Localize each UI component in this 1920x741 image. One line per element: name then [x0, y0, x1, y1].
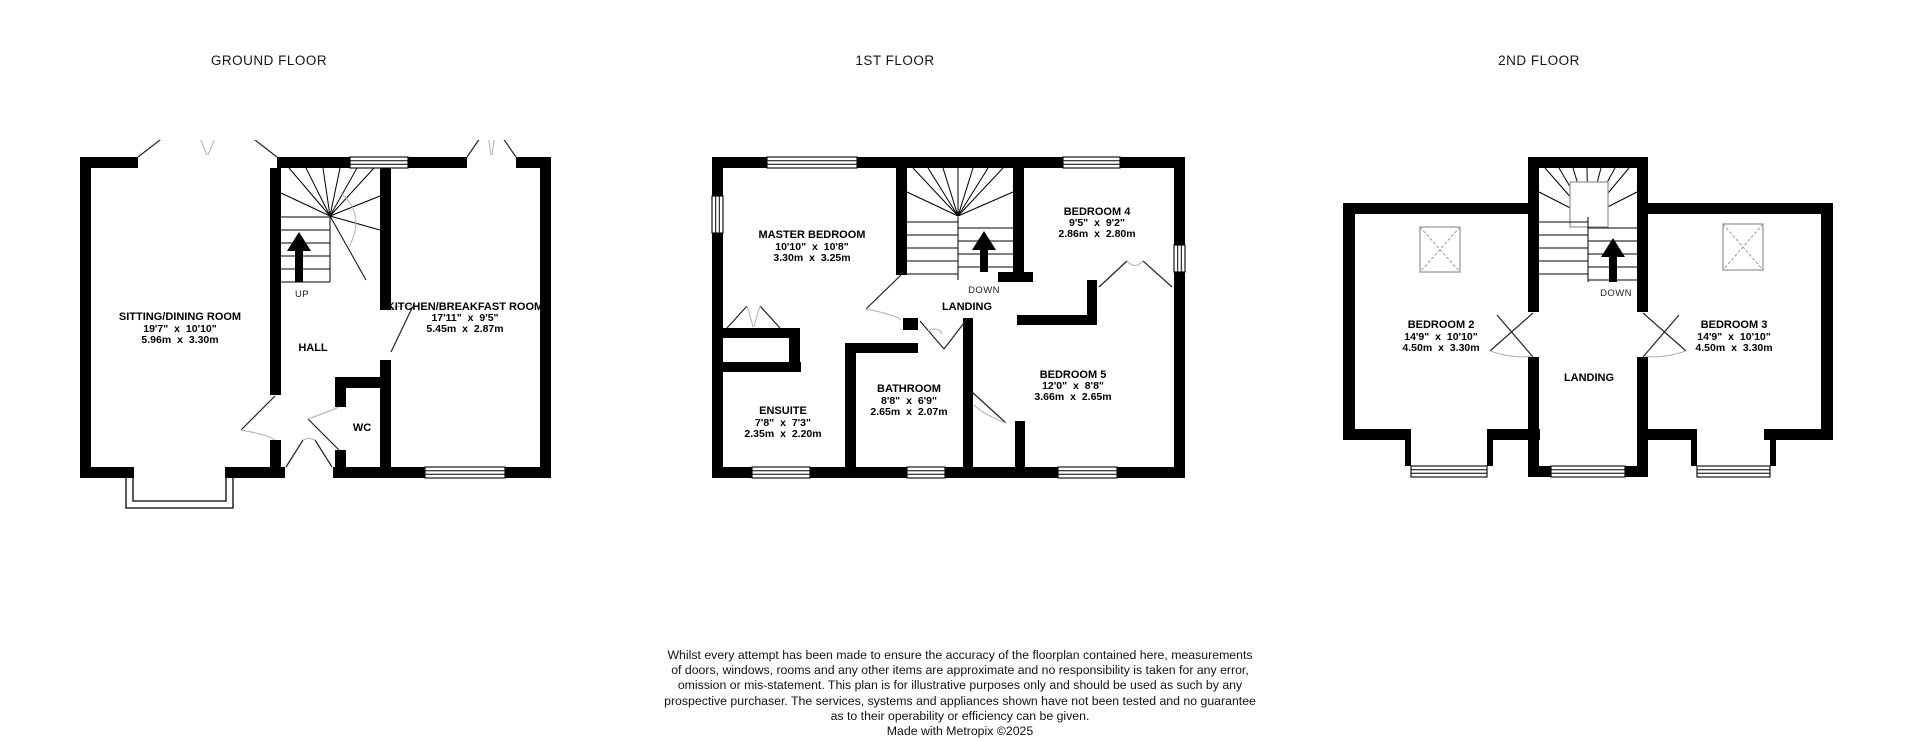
room-label-bedroom5: BEDROOM 5	[1039, 369, 1107, 381]
ensuite-window	[752, 467, 810, 478]
room-dim-imperial: 14'9" x 10'10"	[1697, 331, 1771, 343]
room-dim-imperial: 19'7" x 10'10"	[143, 323, 217, 335]
room-dim-metric: 4.50m x 3.30m	[1695, 342, 1773, 354]
landing-window	[1551, 466, 1625, 477]
room-label-bedroom3: BEDROOM 3	[1700, 319, 1768, 331]
up-label: UP	[295, 289, 309, 300]
sf-stairs	[1539, 168, 1637, 299]
room-dim-imperial: 9'5" x 9'2"	[1069, 217, 1125, 229]
room-dim-metric: 3.66m x 2.65m	[1034, 391, 1112, 403]
disclaimer-text	[664, 648, 1256, 739]
bedroom3-dormer-window	[1697, 466, 1770, 477]
down-label: DOWN	[1600, 288, 1632, 299]
room-dim-metric: 5.45m x 2.87m	[426, 323, 504, 335]
room-label-kitchen: KITCHEN/BREAKFAST ROOM	[386, 301, 544, 313]
room-dim-metric: 2.86m x 2.80m	[1058, 228, 1136, 240]
sitting-room-casement-window	[138, 140, 277, 157]
kitchen-casement-window	[467, 140, 516, 157]
bedroom2-rooflight	[1420, 227, 1460, 272]
room-dim-metric: 5.96m x 3.30m	[141, 334, 219, 346]
room-dim-metric: 4.50m x 3.30m	[1402, 342, 1480, 354]
ff-stairs	[907, 168, 1013, 296]
room-dim-imperial: 17'11" x 9'5"	[431, 312, 499, 324]
sf-rooflights	[1420, 224, 1763, 272]
room-label-bathroom: BATHROOM	[877, 383, 941, 395]
sf-windows	[1411, 466, 1770, 477]
stair-window	[350, 157, 408, 168]
bedroom2-dormer-window	[1411, 466, 1487, 477]
room-dim-imperial: 12'0" x 8'8"	[1042, 380, 1104, 392]
room-label-sitting-dining: SITTING/DINING ROOM	[118, 311, 242, 323]
room-dim-imperial: 7'8" x 7'3"	[755, 417, 811, 429]
ground-floor-plan	[55, 140, 565, 525]
made-with-credit: Made with Metropix ©2025	[886, 724, 1034, 739]
down-arrow-icon	[972, 231, 996, 272]
room-label-bedroom4: BEDROOM 4	[1063, 206, 1131, 218]
second-floor-title: 2ND FLOOR	[1498, 53, 1580, 68]
first-floor-plan	[700, 140, 1200, 525]
room-label-bedroom2: BEDROOM 2	[1407, 319, 1475, 331]
up-arrow-icon	[287, 232, 311, 282]
down-label: DOWN	[968, 285, 1000, 296]
room-dim-metric: 3.30m x 3.25m	[773, 252, 851, 264]
room-label-landing: LANDING	[941, 301, 993, 313]
stair-rooflight	[1570, 182, 1608, 227]
room-label-hall: HALL	[298, 342, 328, 354]
kitchen-window	[425, 467, 505, 478]
ground-floor-title: GROUND FLOOR	[210, 53, 328, 68]
gf-stairs	[281, 168, 380, 300]
second-floor-plan	[1330, 140, 1850, 495]
room-dim-imperial: 14'9" x 10'10"	[1404, 331, 1478, 343]
bedroom5-window	[1058, 467, 1117, 478]
room-label-master-bedroom: MASTER BEDROOM	[758, 229, 866, 241]
bay-window	[124, 478, 235, 509]
bathroom-window	[907, 467, 945, 478]
bedroom4-window	[1063, 157, 1120, 168]
disclaimer-line: as to their operability or efficiency can be given.	[830, 708, 1090, 723]
master-side-window	[712, 196, 723, 233]
room-label-wc: WC	[352, 422, 372, 434]
sf-doors	[1490, 313, 1686, 357]
sf-room-labels	[1402, 319, 1772, 384]
disclaimer-line: prospective purchaser. The services, systems and appliances shown have not been tested and no guarantee	[664, 693, 1256, 708]
room-dim-imperial: 8'8" x 6'9"	[881, 395, 937, 407]
master-bedroom-window	[767, 157, 857, 168]
disclaimer-line: of doors, windows, rooms and any other items are approximate and no responsibility is taken for any error,	[671, 663, 1249, 678]
room-label-ensuite: ENSUITE	[759, 405, 807, 417]
first-floor-title: 1ST FLOOR	[855, 53, 935, 68]
room-label-landing: LANDING	[1563, 372, 1615, 384]
bedroom3-rooflight	[1723, 224, 1763, 270]
disclaimer-line: Whilst every attempt has been made to ensure the accuracy of the floorplan contained here, measurements	[667, 648, 1253, 662]
room-dim-metric: 2.65m x 2.07m	[870, 406, 948, 418]
room-dim-imperial: 10'10" x 10'8"	[775, 241, 849, 253]
room-dim-metric: 2.35m x 2.20m	[744, 428, 822, 440]
bedroom4-side-window	[1174, 245, 1185, 272]
disclaimer-line: omission or mis-statement. This plan is for illustrative purposes only and should be used as such by any	[677, 678, 1243, 693]
gf-room-labels	[119, 301, 543, 434]
down-arrow-icon	[1601, 238, 1625, 282]
